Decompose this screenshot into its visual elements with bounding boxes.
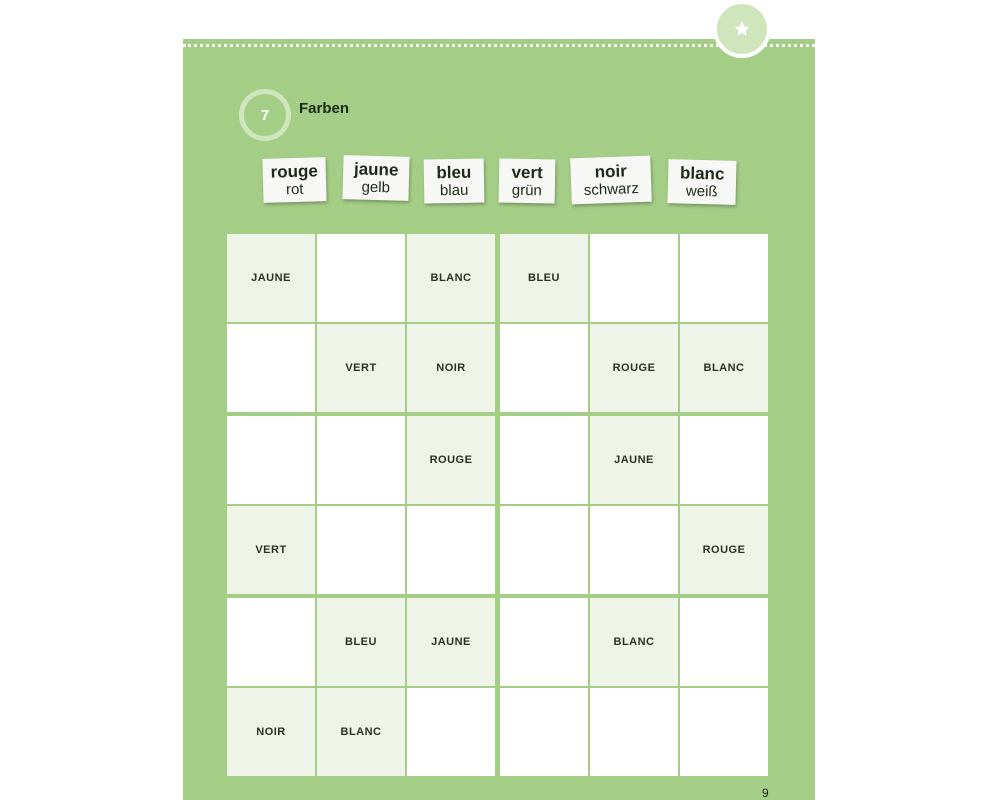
grid-cell[interactable]: JAUNE — [590, 416, 678, 504]
grid-cell[interactable] — [590, 506, 678, 594]
grid-cell[interactable]: ROUGE — [407, 416, 495, 504]
vocab-french: jaune — [353, 158, 399, 180]
sudoku-grid — [225, 232, 771, 778]
grid-cell[interactable] — [500, 598, 588, 686]
grid-cell[interactable]: NOIR — [227, 688, 315, 776]
grid-cell[interactable] — [590, 688, 678, 776]
vocab-german: grün — [511, 181, 543, 199]
grid-cell[interactable] — [227, 598, 315, 686]
vocab-card-jaune — [342, 155, 409, 201]
grid-cell[interactable] — [500, 324, 588, 412]
grid-cell[interactable]: NOIR — [407, 324, 495, 412]
vocab-german: rot — [285, 180, 304, 198]
grid-cell[interactable]: JAUNE — [227, 234, 315, 322]
vocab-german: weiß — [685, 182, 718, 200]
vocab-french: vert — [511, 162, 543, 182]
vocab-german: blau — [439, 181, 469, 199]
vocab-card-bleu — [424, 158, 485, 203]
grid-cell[interactable] — [500, 506, 588, 594]
grid-cell[interactable] — [680, 416, 768, 504]
star-badge — [713, 0, 771, 58]
page-number: 9 — [762, 786, 769, 800]
grid-cell[interactable]: BLANC — [317, 688, 405, 776]
grid-cell[interactable]: ROUGE — [590, 324, 678, 412]
grid-cell[interactable] — [590, 234, 678, 322]
grid-cell[interactable] — [227, 416, 315, 504]
grid-cell[interactable] — [500, 416, 588, 504]
grid-cell[interactable] — [680, 598, 768, 686]
grid-cell[interactable]: VERT — [227, 506, 315, 594]
grid-cell[interactable]: VERT — [317, 324, 405, 412]
grid-cell[interactable]: BLANC — [590, 598, 678, 686]
grid-cell[interactable] — [317, 416, 405, 504]
vocab-card-noir — [570, 156, 652, 205]
grid-cell[interactable] — [680, 688, 768, 776]
star-icon — [733, 20, 751, 38]
vocab-french: bleu — [436, 162, 472, 182]
grid-cell[interactable]: ROUGE — [680, 506, 768, 594]
exercise-title: Farben — [299, 100, 350, 117]
grid-cell[interactable] — [227, 324, 315, 412]
grid-cell[interactable]: JAUNE — [407, 598, 495, 686]
grid-cell[interactable]: BLANC — [407, 234, 495, 322]
vocab-french: blanc — [679, 162, 725, 184]
grid-cell[interactable] — [680, 234, 768, 322]
grid-cell[interactable] — [500, 688, 588, 776]
vocab-card-blanc — [667, 159, 736, 205]
vocab-card-vert — [499, 159, 556, 204]
grid-cell[interactable]: BLANC — [680, 324, 768, 412]
grid-cell[interactable] — [407, 506, 495, 594]
grid-cell[interactable] — [407, 688, 495, 776]
grid-cell[interactable] — [317, 234, 405, 322]
grid-cell[interactable]: BLEU — [500, 234, 588, 322]
grid-cell[interactable]: BLEU — [317, 598, 405, 686]
vocab-german: gelb — [361, 178, 391, 196]
vocab-german: schwarz — [583, 179, 640, 199]
vocab-card-rouge — [262, 157, 326, 203]
vocab-french: noir — [594, 160, 628, 182]
exercise-number: 7 — [239, 89, 291, 141]
grid-cell[interactable] — [317, 506, 405, 594]
vocab-french: rouge — [270, 160, 319, 182]
